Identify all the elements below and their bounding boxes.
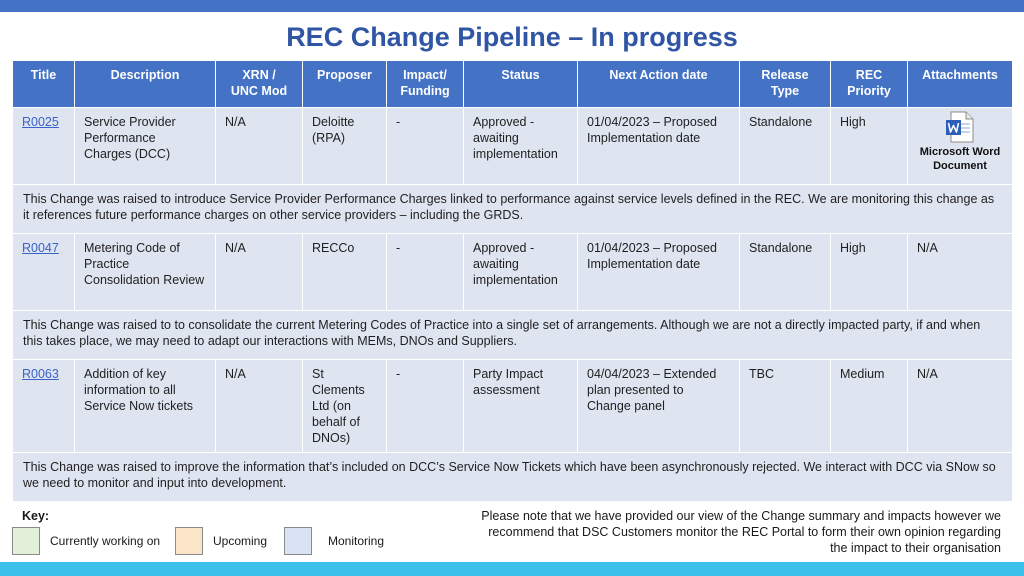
top-accent-bar [0,0,1024,12]
word-document-icon [945,111,975,143]
word-attachment[interactable] [910,111,1010,173]
header-title: Title [13,61,75,108]
cell-priority: Medium [831,360,908,453]
cell-ref [13,108,75,185]
header-description: Description [75,61,216,108]
cell-attachment: N/A [908,360,1013,453]
cell-description: Addition of key information to all Service Now tickets [75,360,216,453]
table-row-summary [13,185,1013,234]
key-item-monitoring [284,527,384,555]
key-title: Key: [22,509,50,523]
cell-proposer: RECCo [303,234,387,311]
key-swatch-upcoming [175,527,203,555]
cell-impact: - [387,234,464,311]
attachment-label: Microsoft Word Document [919,146,1001,172]
header-status: Status [464,61,578,108]
key-label: Monitoring [328,534,385,548]
cell-status: Party Impact assessment [464,360,578,453]
cell-attachment [908,108,1013,185]
bottom-accent-bar [0,562,1024,576]
table-row [13,108,1013,185]
cell-proposer: Deloitte (RPA) [303,108,387,185]
cell-xrn: N/A [216,234,303,311]
key-swatch-currently-working-on [12,527,40,555]
change-ref-link[interactable]: R0047 [22,241,59,255]
cell-status: Approved - awaiting implementation [464,108,578,185]
cell-xrn: N/A [216,360,303,453]
key-item-currently-working-on [12,527,160,555]
key-swatch-monitoring [284,527,312,555]
change-summary: This Change was raised to introduce Service Provider Performance Charges linked to performance against service levels defined in the REC. We are monitoring this change as it references future performance charges on other service providers – including the GRDS. [13,185,1013,234]
change-ref-link[interactable]: R0063 [22,367,59,381]
header-release-type: Release Type [740,61,831,108]
cell-xrn: N/A [216,108,303,185]
header-priority: REC Priority [831,61,908,108]
cell-impact: - [387,360,464,453]
cell-release-type: Standalone [740,108,831,185]
cell-proposer: St Clements Ltd (on behalf of DNOs) [303,360,387,453]
cell-next-action: 01/04/2023 – Proposed Implementation date [578,234,740,311]
table-row-summary [13,311,1013,360]
cell-ref [13,360,75,453]
cell-priority: High [831,108,908,185]
cell-description: Service Provider Performance Charges (DCC) [75,108,216,185]
table-header-row [13,61,1013,108]
change-summary: This Change was raised to improve the information that’s included on DCC’s Service Now Tickets which have been asynchronously rejected. We interact with DCC via SNow so we need to monitor and input into development. [13,453,1013,502]
table-row [13,234,1013,311]
cell-release-type: Standalone [740,234,831,311]
key-label: Currently working on [50,534,161,548]
cell-ref [13,234,75,311]
cell-priority: High [831,234,908,311]
header-xrn: XRN / UNC Mod [216,61,303,108]
table-row-summary [13,453,1013,502]
cell-status: Approved - awaiting implementation [464,234,578,311]
cell-impact: - [387,108,464,185]
key-label: Upcoming [213,534,268,548]
header-next-action: Next Action date [578,61,740,108]
header-proposer: Proposer [303,61,387,108]
header-impact: Impact/ Funding [387,61,464,108]
page-title: REC Change Pipeline – In progress [286,22,738,52]
cell-release-type: TBC [740,360,831,453]
header-attachments: Attachments [908,61,1013,108]
disclaimer-note: Please note that we have provided our view of the Change summary and impacts however we recommend that DSC Customers monitor the REC Portal to form their own opinion regarding the impact to their organisation [481,509,1001,555]
change-pipeline-table [12,60,1013,502]
change-ref-link[interactable]: R0025 [22,115,59,129]
table-row [13,360,1013,453]
cell-next-action: 01/04/2023 – Proposed Implementation date [578,108,740,185]
cell-next-action: 04/04/2023 – Extended plan presented to Change panel [578,360,740,453]
cell-description: Metering Code of Practice Consolidation Review [75,234,216,311]
key-item-upcoming [175,527,267,555]
change-summary: This Change was raised to to consolidate the current Metering Codes of Practice into a single set of arrangements. Although we are not a directly impacted party, if and when this takes place, we may need to adapt our interactions with MEMs, DNOs and Suppliers. [13,311,1013,360]
cell-attachment: N/A [908,234,1013,311]
